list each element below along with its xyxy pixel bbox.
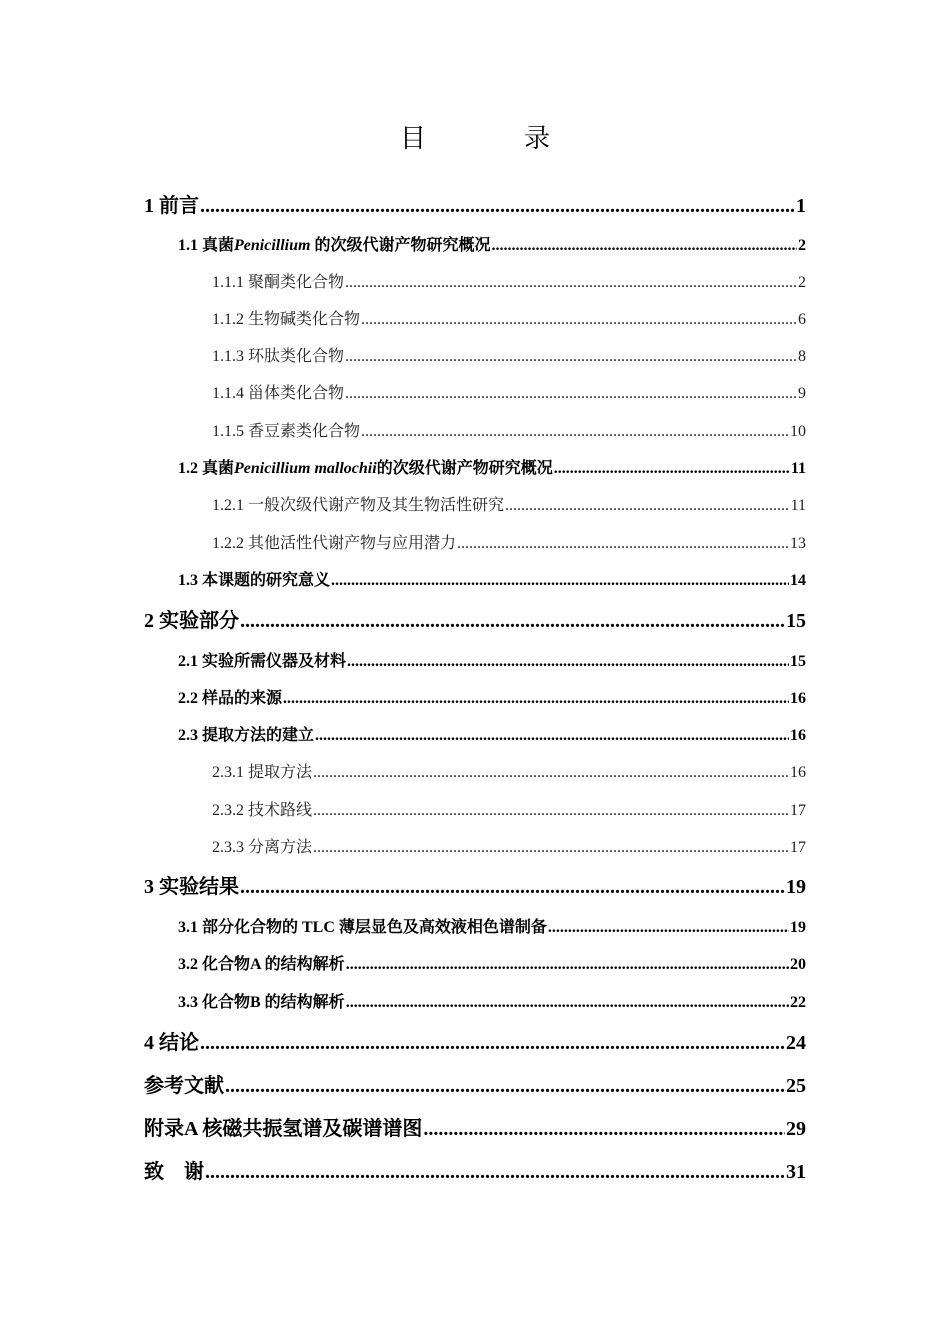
- toc-entry-1-2[interactable]: [178, 459, 806, 478]
- toc-label: 2.3.3 分离方法: [212, 839, 313, 856]
- toc-leader: [331, 571, 789, 590]
- toc-label: 3.2 化合物A 的结构解析: [178, 956, 345, 973]
- toc-entry-1-2-1[interactable]: [212, 496, 806, 515]
- toc-label-italic: Penicillium: [234, 237, 311, 254]
- toc-page-number: 2: [798, 274, 806, 291]
- toc-label: 4 结论: [144, 1032, 199, 1054]
- toc-leader: [361, 422, 789, 441]
- toc-entry-1-1-4[interactable]: [212, 384, 806, 403]
- toc-leader: [345, 347, 797, 366]
- toc-leader: [313, 838, 789, 857]
- toc-entry-3[interactable]: [144, 875, 806, 899]
- toc-leader: [240, 609, 785, 633]
- page-title: 目 录: [399, 124, 586, 153]
- toc-label-italic: Penicillium mallochii: [234, 460, 377, 477]
- toc-label: 1.2.2 其他活性代谢产物与应用潜力: [212, 535, 457, 552]
- toc-label: 2 实验部分: [144, 610, 239, 632]
- toc-page-number: 19: [790, 919, 806, 936]
- toc-page-number: 9: [798, 385, 806, 402]
- toc-label: 1.2.1 一般次级代谢产物及其生物活性研究: [212, 497, 505, 514]
- toc-label: 1.2 真菌Penicillium mallochii的次级代谢产物研究概况: [178, 460, 553, 477]
- toc-label: 1.3 本课题的研究意义: [178, 572, 331, 589]
- toc-page-number: 17: [790, 802, 806, 819]
- toc-entry-1[interactable]: [144, 194, 806, 218]
- toc-page-number: 29: [786, 1118, 806, 1140]
- toc-page-number: 31: [786, 1161, 806, 1183]
- toc-label: 2.3.2 技术路线: [212, 802, 313, 819]
- toc-entry-1-1-5[interactable]: [212, 422, 806, 441]
- toc-label: 2.1 实验所需仪器及材料: [178, 653, 347, 670]
- toc-label: 致 谢: [144, 1161, 204, 1183]
- toc-leader: [548, 918, 789, 937]
- toc-page-number: 1: [796, 195, 806, 217]
- toc-leader: [345, 384, 797, 403]
- toc-label: 2.3 提取方法的建立: [178, 727, 315, 744]
- toc-label: 1.1 真菌Penicillium 的次级代谢产物研究概况: [178, 237, 491, 254]
- toc-label: 3.3 化合物B 的结构解析: [178, 994, 345, 1011]
- toc-leader: [240, 875, 785, 899]
- toc-entry-1-1-1[interactable]: [212, 273, 806, 292]
- toc-page-number: 2: [798, 237, 806, 254]
- toc-leader: [225, 1074, 785, 1098]
- toc-leader: [345, 273, 797, 292]
- toc-entry-1-2-2[interactable]: [212, 534, 806, 553]
- toc-leader: [491, 236, 797, 255]
- toc-label: 3.1 部分化合物的 TLC 薄层显色及高效液相色谱制备: [178, 919, 547, 936]
- toc-label: 1.1.2 生物碱类化合物: [212, 311, 361, 328]
- toc-leader: [457, 534, 789, 553]
- toc-entry-2-3-2[interactable]: [212, 801, 806, 820]
- toc-entry-2-3-3[interactable]: [212, 838, 806, 857]
- toc-entry-1-1[interactable]: [178, 236, 806, 255]
- toc-page-number: 11: [790, 497, 806, 514]
- toc-page-number: 20: [790, 956, 806, 973]
- toc-leader: [346, 955, 789, 974]
- toc-entry-3-3[interactable]: [178, 993, 806, 1012]
- toc-page-number: 11: [790, 460, 806, 477]
- toc-label: 1 前言: [144, 195, 199, 217]
- toc-leader: [200, 1031, 785, 1055]
- toc-entry-1-1-3[interactable]: [212, 347, 806, 366]
- toc-entry-references[interactable]: [144, 1074, 806, 1098]
- toc-page-number: 24: [786, 1032, 806, 1054]
- toc-leader: [361, 310, 797, 329]
- toc-page-number: 8: [798, 348, 806, 365]
- toc-leader: [200, 194, 795, 218]
- toc-entry-1-3[interactable]: [178, 571, 806, 590]
- toc-entry-3-1[interactable]: [178, 918, 806, 937]
- toc-page-number: 16: [790, 764, 806, 781]
- toc-leader: [315, 726, 789, 745]
- toc-page-number: 22: [790, 994, 806, 1011]
- toc-label: 3 实验结果: [144, 876, 239, 898]
- toc-leader: [283, 689, 789, 708]
- toc-page-number: 14: [790, 572, 806, 589]
- toc-page-number: 13: [790, 535, 806, 552]
- toc-page-number: 15: [790, 653, 806, 670]
- toc-entry-2-2[interactable]: [178, 689, 806, 708]
- toc-entry-3-2[interactable]: [178, 955, 806, 974]
- toc-label: 1.1.1 聚酮类化合物: [212, 274, 345, 291]
- toc-entry-appendix-a[interactable]: [144, 1117, 806, 1141]
- toc-leader: [313, 763, 789, 782]
- toc-label: 1.1.4 甾体类化合物: [212, 385, 345, 402]
- toc-entry-4[interactable]: [144, 1031, 806, 1055]
- toc-leader: [505, 496, 790, 515]
- toc-leader: [347, 652, 789, 671]
- toc-label: 2.2 样品的来源: [178, 690, 283, 707]
- toc-leader: [346, 993, 789, 1012]
- toc-page-number: 25: [786, 1075, 806, 1097]
- toc-page-number: 16: [790, 690, 806, 707]
- toc-leader: [313, 801, 789, 820]
- toc-page-number: 19: [786, 876, 806, 898]
- toc-page-number: 16: [790, 727, 806, 744]
- toc-label: 参考文献: [144, 1075, 224, 1097]
- toc-leader: [423, 1117, 785, 1141]
- toc-entry-2[interactable]: [144, 609, 806, 633]
- toc-entry-acknowledgements[interactable]: [144, 1160, 806, 1184]
- toc-entry-2-1[interactable]: [178, 652, 806, 671]
- toc-entry-1-1-2[interactable]: [212, 310, 806, 329]
- toc-leader: [554, 459, 790, 478]
- toc-page-number: 6: [798, 311, 806, 328]
- toc-leader: [205, 1160, 785, 1184]
- toc-entry-2-3[interactable]: [178, 726, 806, 745]
- toc-page-number: 17: [790, 839, 806, 856]
- toc-label: 1.1.5 香豆素类化合物: [212, 423, 361, 440]
- toc-page-number: 10: [790, 423, 806, 440]
- toc-label: 2.3.1 提取方法: [212, 764, 313, 781]
- toc-page-number: 15: [786, 610, 806, 632]
- toc-label: 附录A 核磁共振氢谱及碳谱谱图: [144, 1118, 423, 1140]
- toc-entry-2-3-1[interactable]: [212, 763, 806, 782]
- toc-label: 1.1.3 环肽类化合物: [212, 348, 345, 365]
